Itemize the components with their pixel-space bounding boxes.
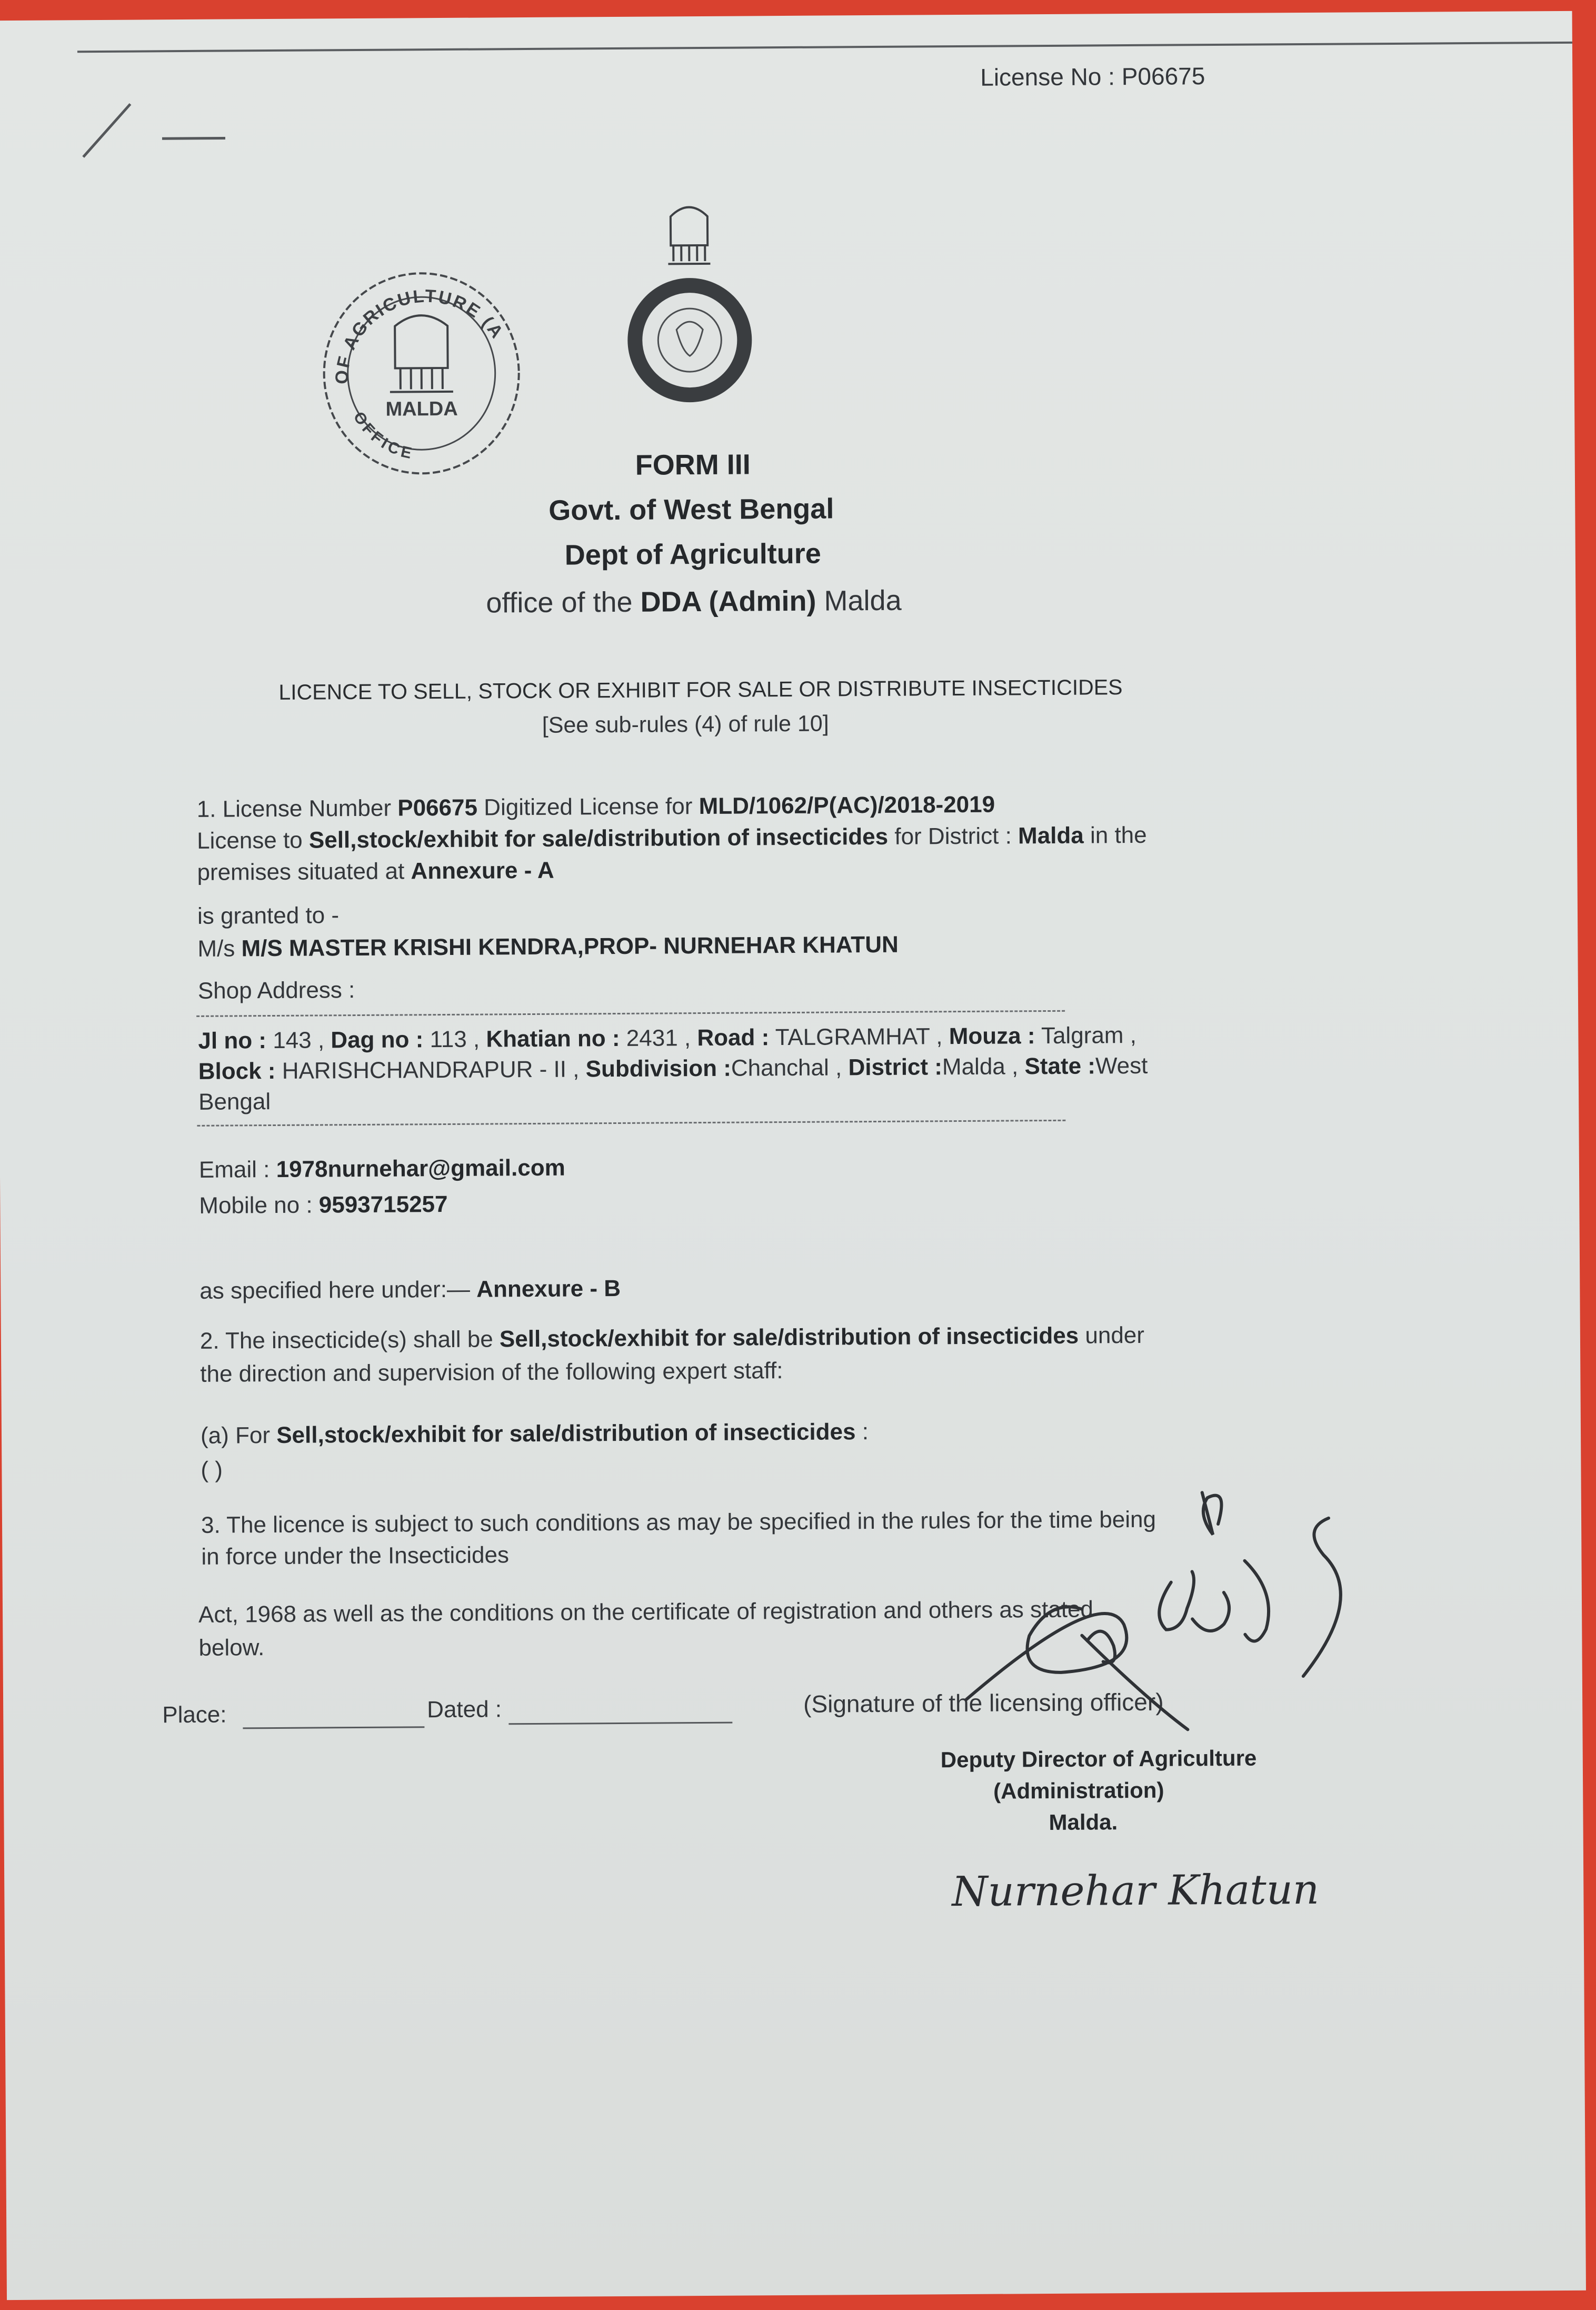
office-heading: office of the DDA (Admin) Malda [486,584,902,619]
section3-line4: below. [198,1635,265,1661]
licensee-signature: Nurnehar Khatun [952,1866,1320,1916]
office-seal-icon [315,241,527,505]
dated-blank [508,1722,732,1725]
address-divider-top [196,1010,1065,1017]
section2-a: (a) For Sell,stock/exhibit for sale/distribution of insecticides : [200,1419,869,1449]
state-emblem [621,195,759,417]
license-no-header: License No : P06675 [980,62,1205,91]
section3-line1: 3. The licence is subject to such conditions as may be specified in the rules for the time being [201,1506,1156,1538]
officer-title: Deputy Director of Agriculture [940,1745,1257,1773]
email-line: Email : 1978nurnehar@gmail.com [198,1154,565,1183]
granted-to: is granted to - [197,902,340,929]
section3-line2: in force under the Insecticides [201,1542,510,1570]
shop-address-label: Shop Address : [197,977,355,1004]
mobile-line: Mobile no : 9593715257 [199,1191,448,1219]
place-blank [243,1726,424,1729]
office-seal [315,241,527,505]
section3-line3: Act, 1968 as well as the conditions on the certificate of registration and others as stated [198,1596,1094,1628]
place-label: Place: [162,1701,227,1728]
officer-signature-icon [950,1476,1425,1752]
govt-heading: Govt. of West Bengal [548,493,834,526]
officer-place: Malda. [1049,1809,1118,1835]
top-rule [77,42,1572,53]
license-document [0,11,1586,2300]
svg-text:MALDA: MALDA [385,397,458,421]
emblem-icon [621,195,759,417]
sub-rules: [See sub-rules (4) of rule 10] [542,711,829,738]
address-line2: Block : HARISHCHANDRAPUR - II , Subdivision :Chanchal , District :Malda , State :West [198,1052,1148,1084]
section2-line2: the direction and supervision of the following expert staff: [200,1358,783,1387]
svg-text:OFFICE: OFFICE [350,409,416,463]
officer-admin: (Administration) [993,1777,1164,1804]
section2-a-value: ( ) [201,1457,223,1483]
section1-line3: premises situated at Annexure - A [197,857,554,885]
svg-text:OF AGRICULTURE (Admn): OF AGRICULTURE (Admn) [332,286,508,385]
section2-line1: 2. The insecticide(s) shall be Sell,stock/exhibit for sale/distribution of insecticides under [200,1322,1145,1354]
address-divider-bottom [197,1120,1065,1127]
section1-line1: 1. License Number P06675 Digitized License for MLD/1062/P(AC)/2018-2019 [196,791,995,822]
specified-line: as specified here under:— Annexure - B [200,1275,621,1304]
form-title: FORM III [635,449,751,481]
address-line1: Jl no : 143 , Dag no : 113 , Khatian no : 2431 , Road : TALGRAMHAT , Mouza : Talgram , [198,1022,1137,1054]
dept-heading: Dept of Agriculture [564,537,822,571]
signature-label: (Signature of the licensing officer) [803,1688,1164,1718]
address-line3: Bengal [198,1089,271,1115]
pen-mark-icon [72,93,241,173]
dated-label: Dated : [427,1696,502,1723]
licensee-name: M/s M/S MASTER KRISHI KENDRA,PROP- NURNEHAR KHATUN [197,931,899,962]
section1-line2: License to Sell,stock/exhibit for sale/distribution of insecticides for District : Malda in the [196,822,1147,854]
licence-title: LICENCE TO SELL, STOCK OR EXHIBIT FOR SALE OR DISTRIBUTE INSECTICIDES [278,675,1123,704]
